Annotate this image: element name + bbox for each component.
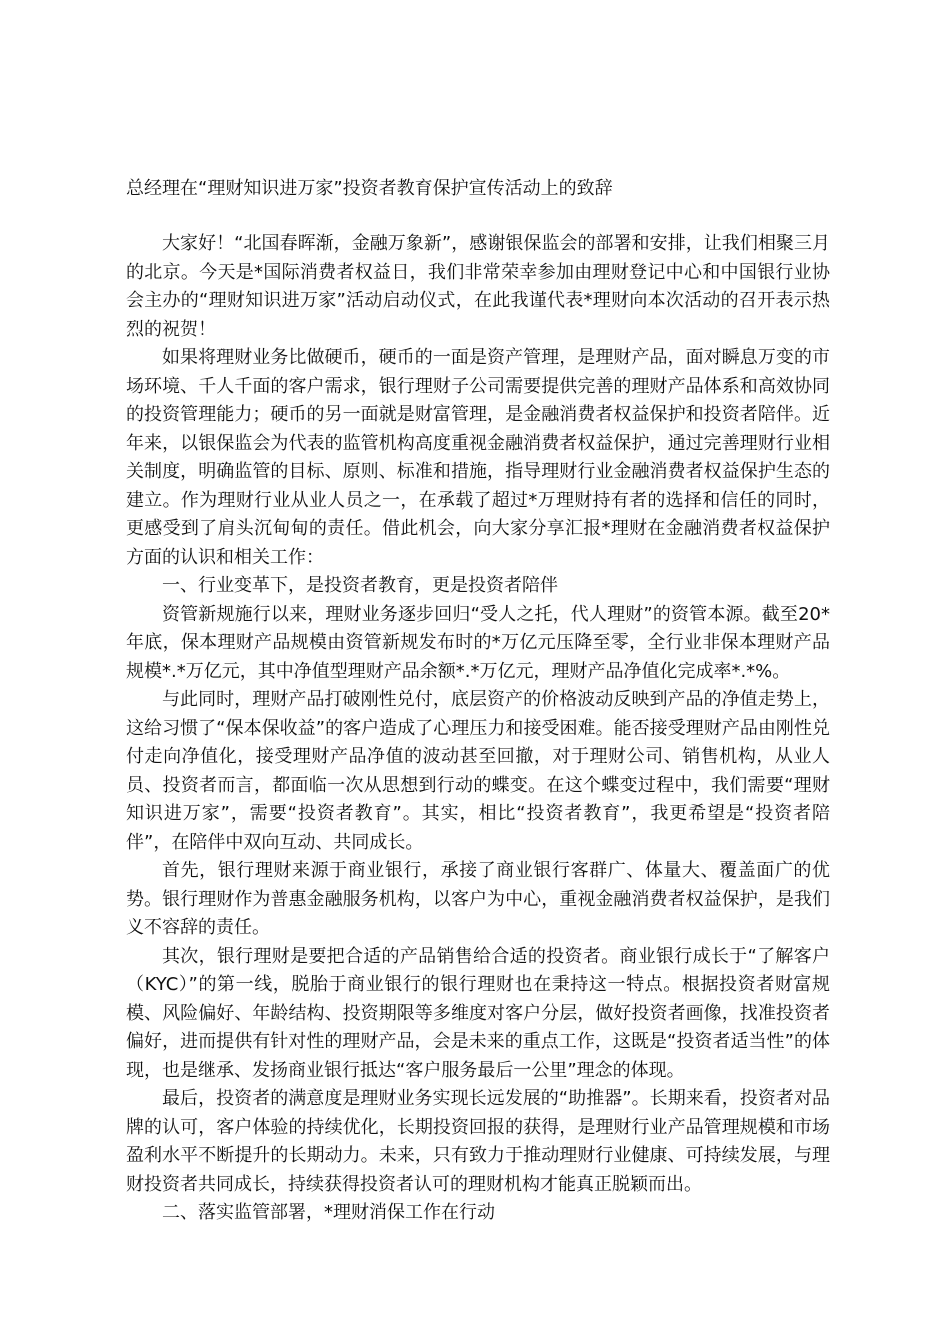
paragraph-net-value: 与此同时，理财产品打破刚性兑付，底层资产的价格波动反映到产品的净值走势上，这给习惯了“保本保收益”的客户造成了心理压力和接受困难。能否接受理财产品由刚性兑付走向净值化，接受理财产品净值的波动甚至回撤，对于理财公司、销售机构，从业人员、投资者而言，都面临一次从思想到行动的蝶变。在这个蝶变过程中，我们需要“理财知识进万家”，需要“投资者教育”。其实，相比“投资者教育”，我更希望是“投资者陪伴”，在陪伴中双向互动、共同成长。 bbox=[126, 689, 830, 853]
paragraph-last: 最后，投资者的满意度是理财业务实现长远发展的“助推器”。长期来看，投资者对品牌的认可，客户体验的持续优化，长期投资回报的获得，是理财行业产品管理规模和市场盈利水平不断提升的长期动力。未来，只有致力于推动理财行业健康、可持续发展，与理财投资者共同成长，持续获得投资者认可的理财机构才能真正脱颖而出。 bbox=[126, 1088, 830, 1195]
paragraph-greeting: 大家好！“北国春晖渐，金融万象新”，感谢银保监会的部署和安排，让我们相聚三月的北京。今天是*国际消费者权益日，我们非常荣幸参加由理财登记中心和中国银行业协会主办的“理财知识进万家”活动启动仪式，在此我谨代表*理财向本次活动的召开表示热烈的祝贺！ bbox=[126, 233, 830, 340]
section-heading-2: 二、落实监管部署，*理财消保工作在行动 bbox=[162, 1202, 495, 1223]
paragraph-second: 其次，银行理财是要把合适的产品销售给合适的投资者。商业银行成长于“了解客户（KYC）”的第一线，脱胎于商业银行的银行理财也在秉持这一特点。根据投资者财富规模、风险偏好、年龄结构、投资期限等多维度对客户分层，做好投资者画像，找准投资者偏好，进而提供有针对性的理财产品，会是未来的重点工作，这既是“投资者适当性”的体现，也是继承、发扬商业银行抵达“客户服务最后一公里”理念的体现。 bbox=[126, 945, 830, 1081]
document-body bbox=[126, 230, 830, 1228]
paragraph-first: 首先，银行理财来源于商业银行，承接了商业银行客群广、体量大、覆盖面广的优势。银行理财作为普惠金融服务机构，以客户为中心，重视金融消费者权益保护，是我们义不容辞的责任。 bbox=[126, 860, 830, 938]
document-title: 总经理在“理财知识进万家”投资者教育保护宣传活动上的致辞 bbox=[126, 178, 613, 199]
section-heading-1: 一、行业变革下，是投资者教育，更是投资者陪伴 bbox=[162, 575, 558, 596]
paragraph-coin-metaphor: 如果将理财业务比做硬币，硬币的一面是资产管理，是理财产品，面对瞬息万变的市场环境、千人千面的客户需求，银行理财子公司需要提供完善的理财产品体系和高效协同的投资管理能力；硬币的另一面就是财富管理，是金融消费者权益保护和投资者陪伴。近年来，以银保监会为代表的监管机构高度重视金融消费者权益保护，通过完善理财行业相关制度，明确监管的目标、原则、标准和措施，指导理财行业金融消费者权益保护生态的建立。作为理财行业从业人员之一，在承载了超过*万理财持有者的选择和信任的同时，更感受到了肩头沉甸甸的责任。借此机会，向大家分享汇报*理财在金融消费者权益保护方面的认识和相关工作： bbox=[126, 347, 830, 568]
paragraph-new-rules: 资管新规施行以来，理财业务逐步回归“受人之托，代人理财”的资管本源。截至20*年底，保本理财产品规模由资管新规发布时的*万亿元压降至零，全行业非保本理财产品规模*.*万亿元，其中净值型理财产品余额*.*万亿元，理财产品净值化完成率*.*%。 bbox=[126, 603, 830, 682]
